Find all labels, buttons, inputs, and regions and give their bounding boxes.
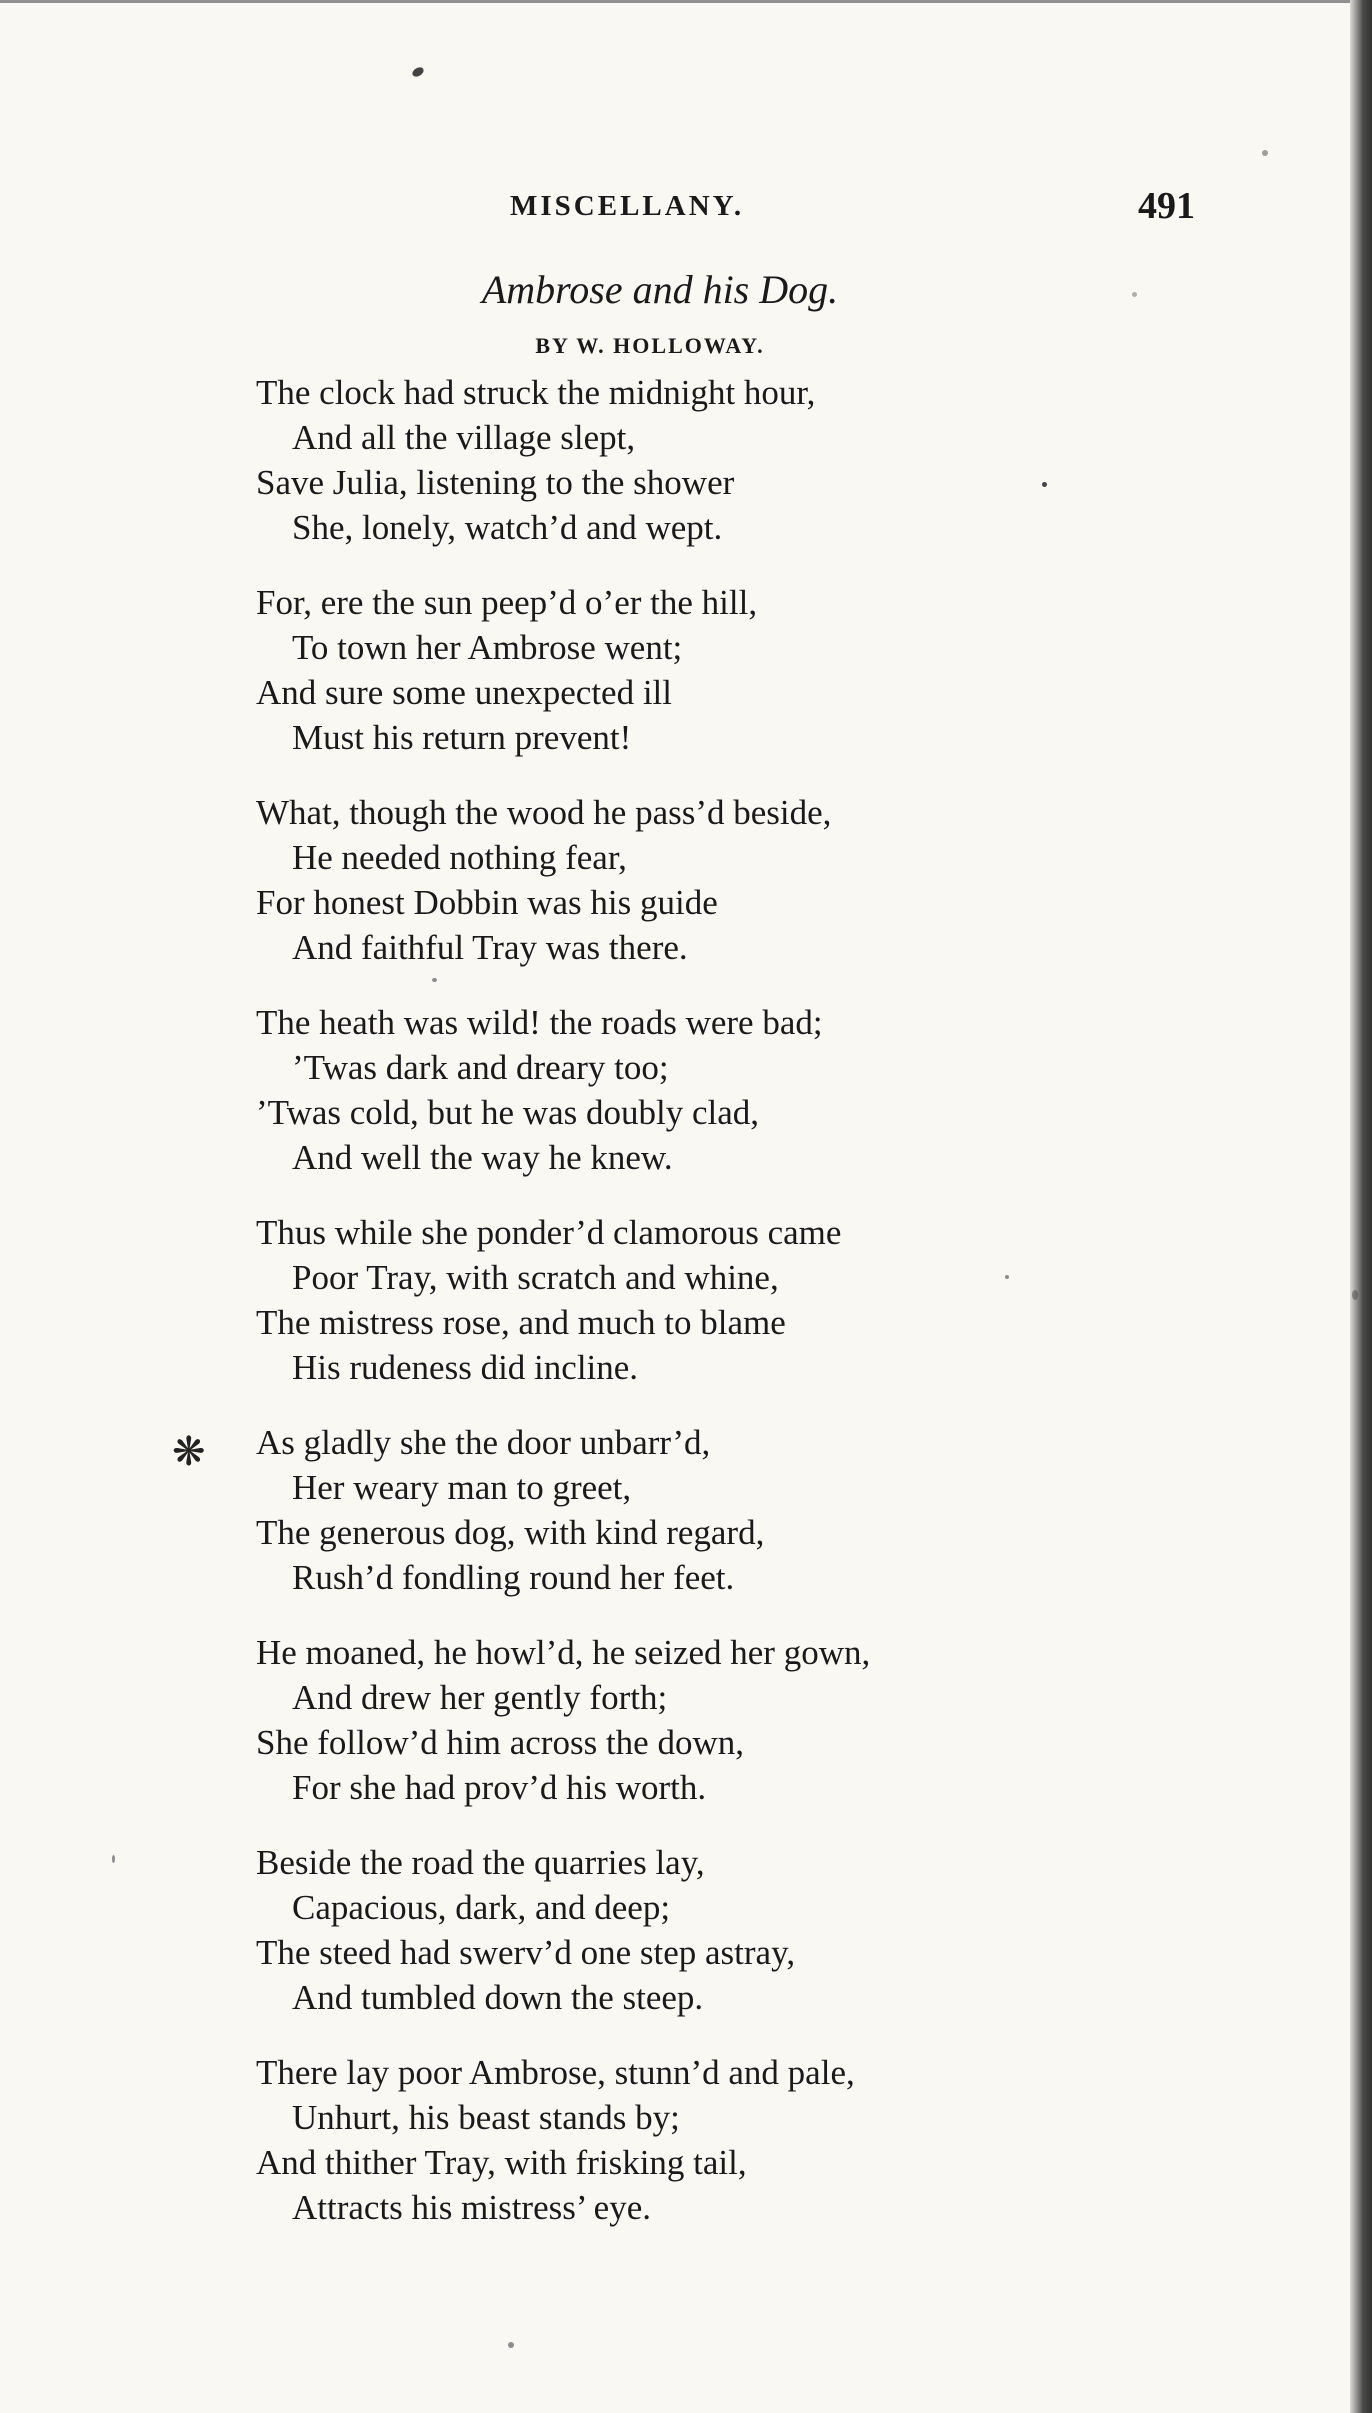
poem-line: The heath was wild! the roads were bad; bbox=[256, 1003, 823, 1042]
poem-line: The mistress rose, and much to blame bbox=[256, 1303, 786, 1342]
poem-line: As gladly she the door unbarr’d, bbox=[256, 1423, 711, 1462]
running-title: MISCELLANY. bbox=[510, 190, 745, 222]
ink-speck bbox=[112, 1855, 115, 1863]
poem-line: What, though the wood he pass’d beside, bbox=[256, 793, 832, 832]
poem-line: And tumbled down the steep. bbox=[292, 1978, 704, 2017]
ink-speck bbox=[1042, 482, 1047, 487]
ink-blot-mark: ❋ bbox=[172, 1429, 206, 1474]
ink-speck bbox=[1005, 1275, 1009, 1279]
page-top-rule bbox=[0, 0, 1350, 3]
poem-line: Her weary man to greet, bbox=[292, 1468, 632, 1507]
stanza bbox=[256, 580, 1056, 760]
page-number: 491 bbox=[1138, 185, 1195, 227]
poem-line: Capacious, dark, and deep; bbox=[292, 1888, 671, 1927]
poem-line: She follow’d him across the down, bbox=[256, 1723, 744, 1762]
poem-line: Thus while she ponder’d clamorous came bbox=[256, 1213, 842, 1252]
poem-line: For, ere the sun peep’d o’er the hill, bbox=[256, 583, 758, 622]
poem-line: Save Julia, listening to the shower bbox=[256, 463, 735, 502]
poem-title: Ambrose and his Dog. bbox=[481, 267, 839, 312]
poem-line: For honest Dobbin was his guide bbox=[256, 883, 718, 922]
poem-line: Attracts his mistress’ eye. bbox=[292, 2188, 651, 2227]
poem-line: Rush’d fondling round her feet. bbox=[292, 1558, 735, 1597]
poem-line: His rudeness did incline. bbox=[292, 1348, 639, 1387]
poem-line: There lay poor Ambrose, stunn’d and pale, bbox=[256, 2053, 855, 2092]
poem-line: The generous dog, with kind regard, bbox=[256, 1513, 765, 1552]
poem-line: And well the way he knew. bbox=[292, 1138, 673, 1177]
poem-line: And all the village slept, bbox=[292, 418, 636, 457]
ink-speck bbox=[508, 2342, 514, 2348]
stanza bbox=[256, 2050, 1056, 2230]
poem-line: The clock had struck the midnight hour, bbox=[256, 373, 816, 412]
poem-line: The steed had swerv’d one step astray, bbox=[256, 1933, 796, 1972]
stanza bbox=[256, 1000, 1056, 1180]
stanza bbox=[256, 1630, 1056, 1810]
poem-body bbox=[256, 370, 1056, 2260]
poem-line: To town her Ambrose went; bbox=[292, 628, 683, 667]
stanza bbox=[256, 1210, 1056, 1390]
poem-line: And drew her gently forth; bbox=[292, 1678, 668, 1717]
stanza bbox=[256, 1420, 1056, 1600]
poem-line: He moaned, he howl’d, he seized her gown, bbox=[256, 1633, 871, 1672]
poem-line: For she had prov’d his worth. bbox=[292, 1768, 707, 1807]
poem-line: Must his return prevent! bbox=[292, 718, 632, 757]
poem-line: Beside the road the quarries lay, bbox=[256, 1843, 705, 1882]
poem-line: She, lonely, watch’d and wept. bbox=[292, 508, 723, 547]
poem-line: Poor Tray, with scratch and whine, bbox=[292, 1258, 779, 1297]
poem-line: ’Twas dark and dreary too; bbox=[292, 1048, 669, 1087]
poem-line: And thither Tray, with frisking tail, bbox=[256, 2143, 747, 2182]
poem-line: He needed nothing fear, bbox=[292, 838, 627, 877]
stanza bbox=[256, 1840, 1056, 2020]
page-edge-shadow bbox=[1350, 0, 1372, 2413]
poem-byline: BY W. HOLLOWAY. bbox=[535, 333, 765, 358]
stanza bbox=[256, 370, 1056, 550]
ink-speck bbox=[1352, 1290, 1358, 1300]
poem-line: And faithful Tray was there. bbox=[292, 928, 688, 967]
ink-speck bbox=[432, 978, 437, 982]
poem-line: And sure some unexpected ill bbox=[256, 673, 673, 712]
stanza bbox=[256, 790, 1056, 970]
ink-speck bbox=[1262, 150, 1268, 156]
ink-speck bbox=[1132, 292, 1137, 297]
poem-line: ’Twas cold, but he was doubly clad, bbox=[256, 1093, 759, 1132]
poem-line: Unhurt, his beast stands by; bbox=[292, 2098, 680, 2137]
ink-speck bbox=[411, 66, 425, 79]
